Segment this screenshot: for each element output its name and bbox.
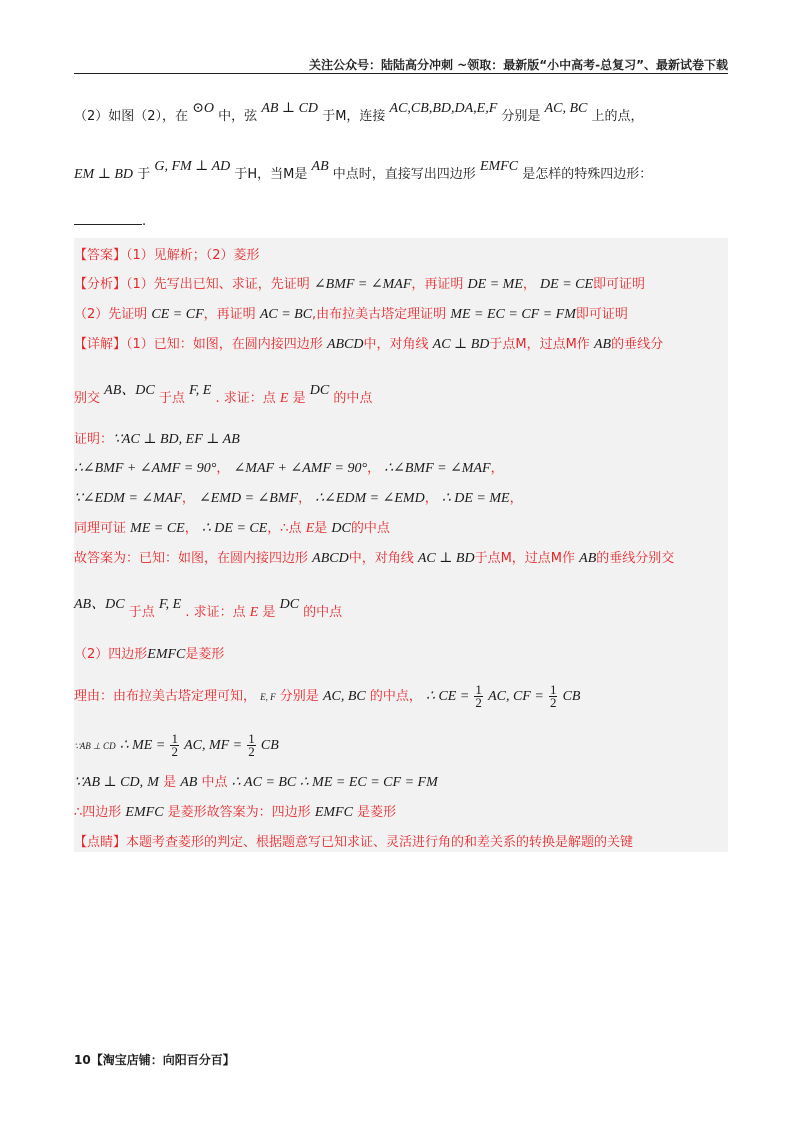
part2-text: ∴四边形 bbox=[74, 805, 122, 820]
math-step-1: ∴∠BMF + ∠AMF = 90° bbox=[74, 461, 217, 476]
math-step-4: ∵∠EDM = ∠MAF bbox=[74, 491, 182, 506]
fraction-numerator: 1 bbox=[171, 731, 178, 746]
question-line-1 bbox=[74, 101, 644, 126]
answer-blank bbox=[74, 212, 142, 225]
math-emfc: EMFC bbox=[125, 805, 164, 820]
math-ab-perp-cd-small: ∵AB ⊥ CD bbox=[74, 741, 116, 751]
footer-text: 【淘宝店铺：向阳百分百】 bbox=[90, 1053, 235, 1067]
math-emfc: EMFC bbox=[147, 647, 186, 662]
fraction-denominator: 2 bbox=[171, 744, 178, 759]
detail-text: ， bbox=[367, 461, 381, 476]
math-de-me: DE = ME bbox=[467, 277, 523, 292]
detail-text: ，∴点 bbox=[267, 521, 302, 536]
analysis-line-2 bbox=[74, 306, 628, 324]
page-number: 10 bbox=[74, 1053, 91, 1067]
question-text: 于 bbox=[137, 167, 151, 182]
detail-text: ， bbox=[509, 491, 523, 506]
math-emfc: EMFC bbox=[479, 159, 519, 174]
detail-text: 是 bbox=[262, 605, 276, 620]
math-ab: AB bbox=[180, 775, 198, 790]
math-emfc: EMFC bbox=[314, 805, 353, 820]
detail-text: . 求证：点 bbox=[185, 605, 246, 620]
question-text: 于M，连接 bbox=[322, 109, 386, 124]
point-line bbox=[74, 834, 633, 852]
header-rule bbox=[74, 73, 728, 74]
math-step-6: ∴∠EDM = ∠EMD bbox=[315, 491, 425, 506]
math-fm-perp-ad: G, FM ⊥ AD bbox=[154, 159, 231, 174]
math-f-e: F, E bbox=[189, 383, 212, 398]
math-ac-cf-eq: AC, CF = bbox=[488, 689, 544, 704]
fraction-half bbox=[170, 733, 179, 758]
math-ab-dc: AB、DC bbox=[104, 383, 155, 398]
math-given: ∵AC ⊥ BD, EF ⊥ AB bbox=[113, 432, 240, 447]
fraction-half bbox=[474, 684, 483, 709]
detail-line-3 bbox=[74, 431, 240, 449]
math-step-3: ∴∠BMF = ∠MAF bbox=[384, 461, 491, 476]
question-line-3 bbox=[74, 212, 146, 231]
math-ac-mf-eq: AC, MF = bbox=[184, 738, 243, 753]
math-ac-bc-eq: AC = BC bbox=[259, 307, 313, 322]
math-step-2: ∠MAF + ∠AMF = 90° bbox=[233, 461, 368, 476]
fraction-denominator: 2 bbox=[475, 695, 482, 710]
math-ce-cf: CE = CF bbox=[151, 307, 204, 322]
math-ac-bc: AC, BC bbox=[322, 689, 366, 704]
detail-text: 证明： bbox=[74, 432, 114, 447]
question-line-2 bbox=[74, 159, 653, 184]
fraction-numerator: 1 bbox=[248, 731, 255, 746]
detail-line-2 bbox=[74, 383, 373, 408]
detail-text: ， bbox=[181, 491, 195, 506]
detail-text: ， bbox=[184, 521, 198, 536]
math-de-ce: ∴ DE = CE bbox=[201, 521, 268, 536]
detail-label: 【详解】 bbox=[74, 337, 127, 352]
fraction-numerator: 1 bbox=[475, 682, 482, 697]
detail-text: . 求证：点 bbox=[215, 391, 276, 406]
part2-line-4 bbox=[74, 774, 438, 792]
analysis-text: 即可证明 bbox=[593, 277, 646, 292]
fraction-numerator: 1 bbox=[549, 682, 557, 697]
math-ac-perp-bd: AC ⊥ BD bbox=[417, 551, 475, 566]
math-ab-perp-cd: ∵AB ⊥ CD, bbox=[74, 775, 144, 790]
analysis-text: ，再证明 bbox=[411, 277, 464, 292]
math-ab: AB bbox=[311, 159, 329, 174]
detail-text: 是 bbox=[314, 521, 328, 536]
detail-text: 于点M，过点M作 bbox=[474, 551, 576, 566]
analysis-text: 即可证明 bbox=[575, 307, 628, 322]
math-ac-bc: AC, BC bbox=[544, 101, 588, 116]
math-abcd: ABCD bbox=[326, 337, 364, 352]
detail-line-1 bbox=[74, 336, 663, 354]
math-e: E bbox=[305, 521, 315, 536]
math-angle-bmf-maf: ∠BMF = ∠MAF bbox=[313, 277, 412, 292]
detail-text: 别交 bbox=[74, 391, 101, 406]
math-circle-o: ⊙O bbox=[192, 101, 215, 116]
detail-text: 中，对角线 bbox=[363, 337, 429, 352]
question-text: 分别是 bbox=[501, 109, 541, 124]
point-label: 【点睛】 bbox=[74, 835, 127, 850]
part2-text: 的中点， bbox=[369, 689, 422, 704]
analysis-text: （1）先写出已知、求证，先证明 bbox=[126, 277, 310, 292]
math-em-perp-bd: EM ⊥ BD bbox=[74, 167, 134, 182]
question-text: 中，弦 bbox=[218, 109, 258, 124]
question-text: 是怎样的特殊四边形： bbox=[522, 167, 653, 182]
part2-text: 理由：由布拉美古塔定理可知， bbox=[74, 689, 257, 704]
detail-text: 于点M，过点M作 bbox=[489, 337, 590, 352]
question-text: （2）如图（2），在 bbox=[74, 109, 189, 124]
detail-text: 的垂线分 bbox=[611, 337, 664, 352]
part2-text: 是菱形 bbox=[185, 647, 225, 662]
solution-band bbox=[74, 238, 728, 852]
part2-line-2 bbox=[74, 684, 580, 709]
detail-line-7 bbox=[74, 550, 674, 568]
detail-text: ， bbox=[424, 491, 438, 506]
fraction-denominator: 2 bbox=[549, 695, 557, 710]
point-text: 本题考查菱形的判定、根据题意写已知求证、灵活进行角的和差关系的转换是解题的关键 bbox=[126, 835, 634, 850]
detail-line-6 bbox=[74, 520, 390, 538]
detail-text: 于点 bbox=[128, 605, 155, 620]
detail-text: ， bbox=[298, 491, 312, 506]
math-me-ec-cf-fm: ME = EC = CF = FM bbox=[450, 307, 576, 322]
math-ac-perp-bd: AC ⊥ BD bbox=[432, 337, 490, 352]
detail-line-8 bbox=[74, 597, 343, 622]
answer-label: 【答案】 bbox=[74, 248, 127, 263]
math-conclusion: ∴ AC = BC ∴ ME = EC = CF = FM bbox=[231, 775, 438, 790]
math-abcd: ABCD bbox=[312, 551, 349, 566]
part2-text: 是菱形 bbox=[357, 805, 397, 820]
detail-text: ， bbox=[216, 461, 230, 476]
detail-text: 故答案为：已知：如图，在圆内接四边形 bbox=[74, 551, 309, 566]
detail-text: 的中点 bbox=[303, 605, 343, 620]
question-text: . bbox=[142, 214, 147, 229]
detail-line-4 bbox=[74, 460, 504, 478]
analysis-text: ，再证明 bbox=[203, 307, 256, 322]
fraction-half bbox=[549, 684, 558, 709]
part2-line-1 bbox=[74, 646, 224, 664]
fraction-half bbox=[247, 733, 256, 758]
math-segments: AC,CB,BD,DA,E,F bbox=[389, 101, 498, 116]
math-e: E bbox=[279, 391, 289, 406]
detail-text: （1）已知：如图，在圆内接四边形 bbox=[126, 337, 323, 352]
analysis-text: ,由布拉美古塔定理证明 bbox=[312, 307, 447, 322]
page-footer bbox=[74, 1051, 235, 1068]
math-e: E bbox=[249, 605, 259, 620]
part2-text: 分别是 bbox=[279, 689, 319, 704]
math-dc: DC bbox=[279, 597, 300, 612]
part2-text: （2）四边形 bbox=[74, 647, 148, 662]
question-text: 于H，当M是 bbox=[234, 167, 308, 182]
math-me-eq: ∴ ME = bbox=[119, 738, 166, 753]
math-ab: AB bbox=[579, 551, 597, 566]
math-me-ce: ME = CE bbox=[130, 521, 185, 536]
math-step-7: ∴ DE = ME bbox=[441, 491, 510, 506]
part2-text: 是菱形故答案为：四边形 bbox=[167, 805, 311, 820]
math-step-5: ∠EMD = ∠BMF bbox=[199, 491, 299, 506]
math-cb: CB bbox=[562, 689, 581, 704]
math-cb: CB bbox=[260, 738, 279, 753]
analysis-line-1 bbox=[74, 276, 645, 294]
math-dc: DC bbox=[331, 521, 351, 536]
part2-line-5 bbox=[74, 804, 396, 822]
detail-text: 同理可证 bbox=[74, 521, 127, 536]
part2-line-3 bbox=[74, 733, 279, 758]
analysis-text: ， bbox=[522, 277, 536, 292]
detail-text: ， bbox=[490, 461, 504, 476]
detail-text: 的中点 bbox=[333, 391, 373, 406]
detail-text: 的垂线分别交 bbox=[596, 551, 675, 566]
math-ab-dc: AB、DC bbox=[74, 597, 125, 612]
answer-line bbox=[74, 247, 260, 265]
detail-text: 于点 bbox=[158, 391, 185, 406]
math-e-f: E, F bbox=[260, 692, 276, 702]
analysis-text: （2）先证明 bbox=[74, 307, 148, 322]
math-dc: DC bbox=[309, 383, 330, 398]
detail-text: 中，对角线 bbox=[348, 551, 414, 566]
math-de-ce: DE = CE bbox=[540, 277, 594, 292]
detail-text: 是 bbox=[292, 391, 306, 406]
answer-text: （1）见解析；（2）菱形 bbox=[126, 248, 260, 263]
detail-text: 的中点 bbox=[350, 521, 390, 536]
part2-text: 中点 bbox=[201, 775, 228, 790]
fraction-denominator: 2 bbox=[248, 744, 255, 759]
math-f-e: F, E bbox=[158, 597, 182, 612]
question-text: 上的点， bbox=[591, 109, 644, 124]
math-m: M bbox=[147, 775, 159, 790]
math-ce-eq: ∴ CE = bbox=[426, 689, 470, 704]
detail-line-5 bbox=[74, 490, 523, 508]
analysis-label: 【分析】 bbox=[74, 277, 127, 292]
part2-text: 是 bbox=[163, 775, 177, 790]
math-ab: AB bbox=[593, 337, 612, 352]
math-ab-perp-cd: AB ⊥ CD bbox=[261, 101, 319, 116]
question-text: 中点时，直接写出四边形 bbox=[332, 167, 476, 182]
page-header: 关注公众号：陆陆高分冲刺 ~领取：最新版“小中高考-总复习”、最新试卷下载 bbox=[309, 58, 728, 72]
